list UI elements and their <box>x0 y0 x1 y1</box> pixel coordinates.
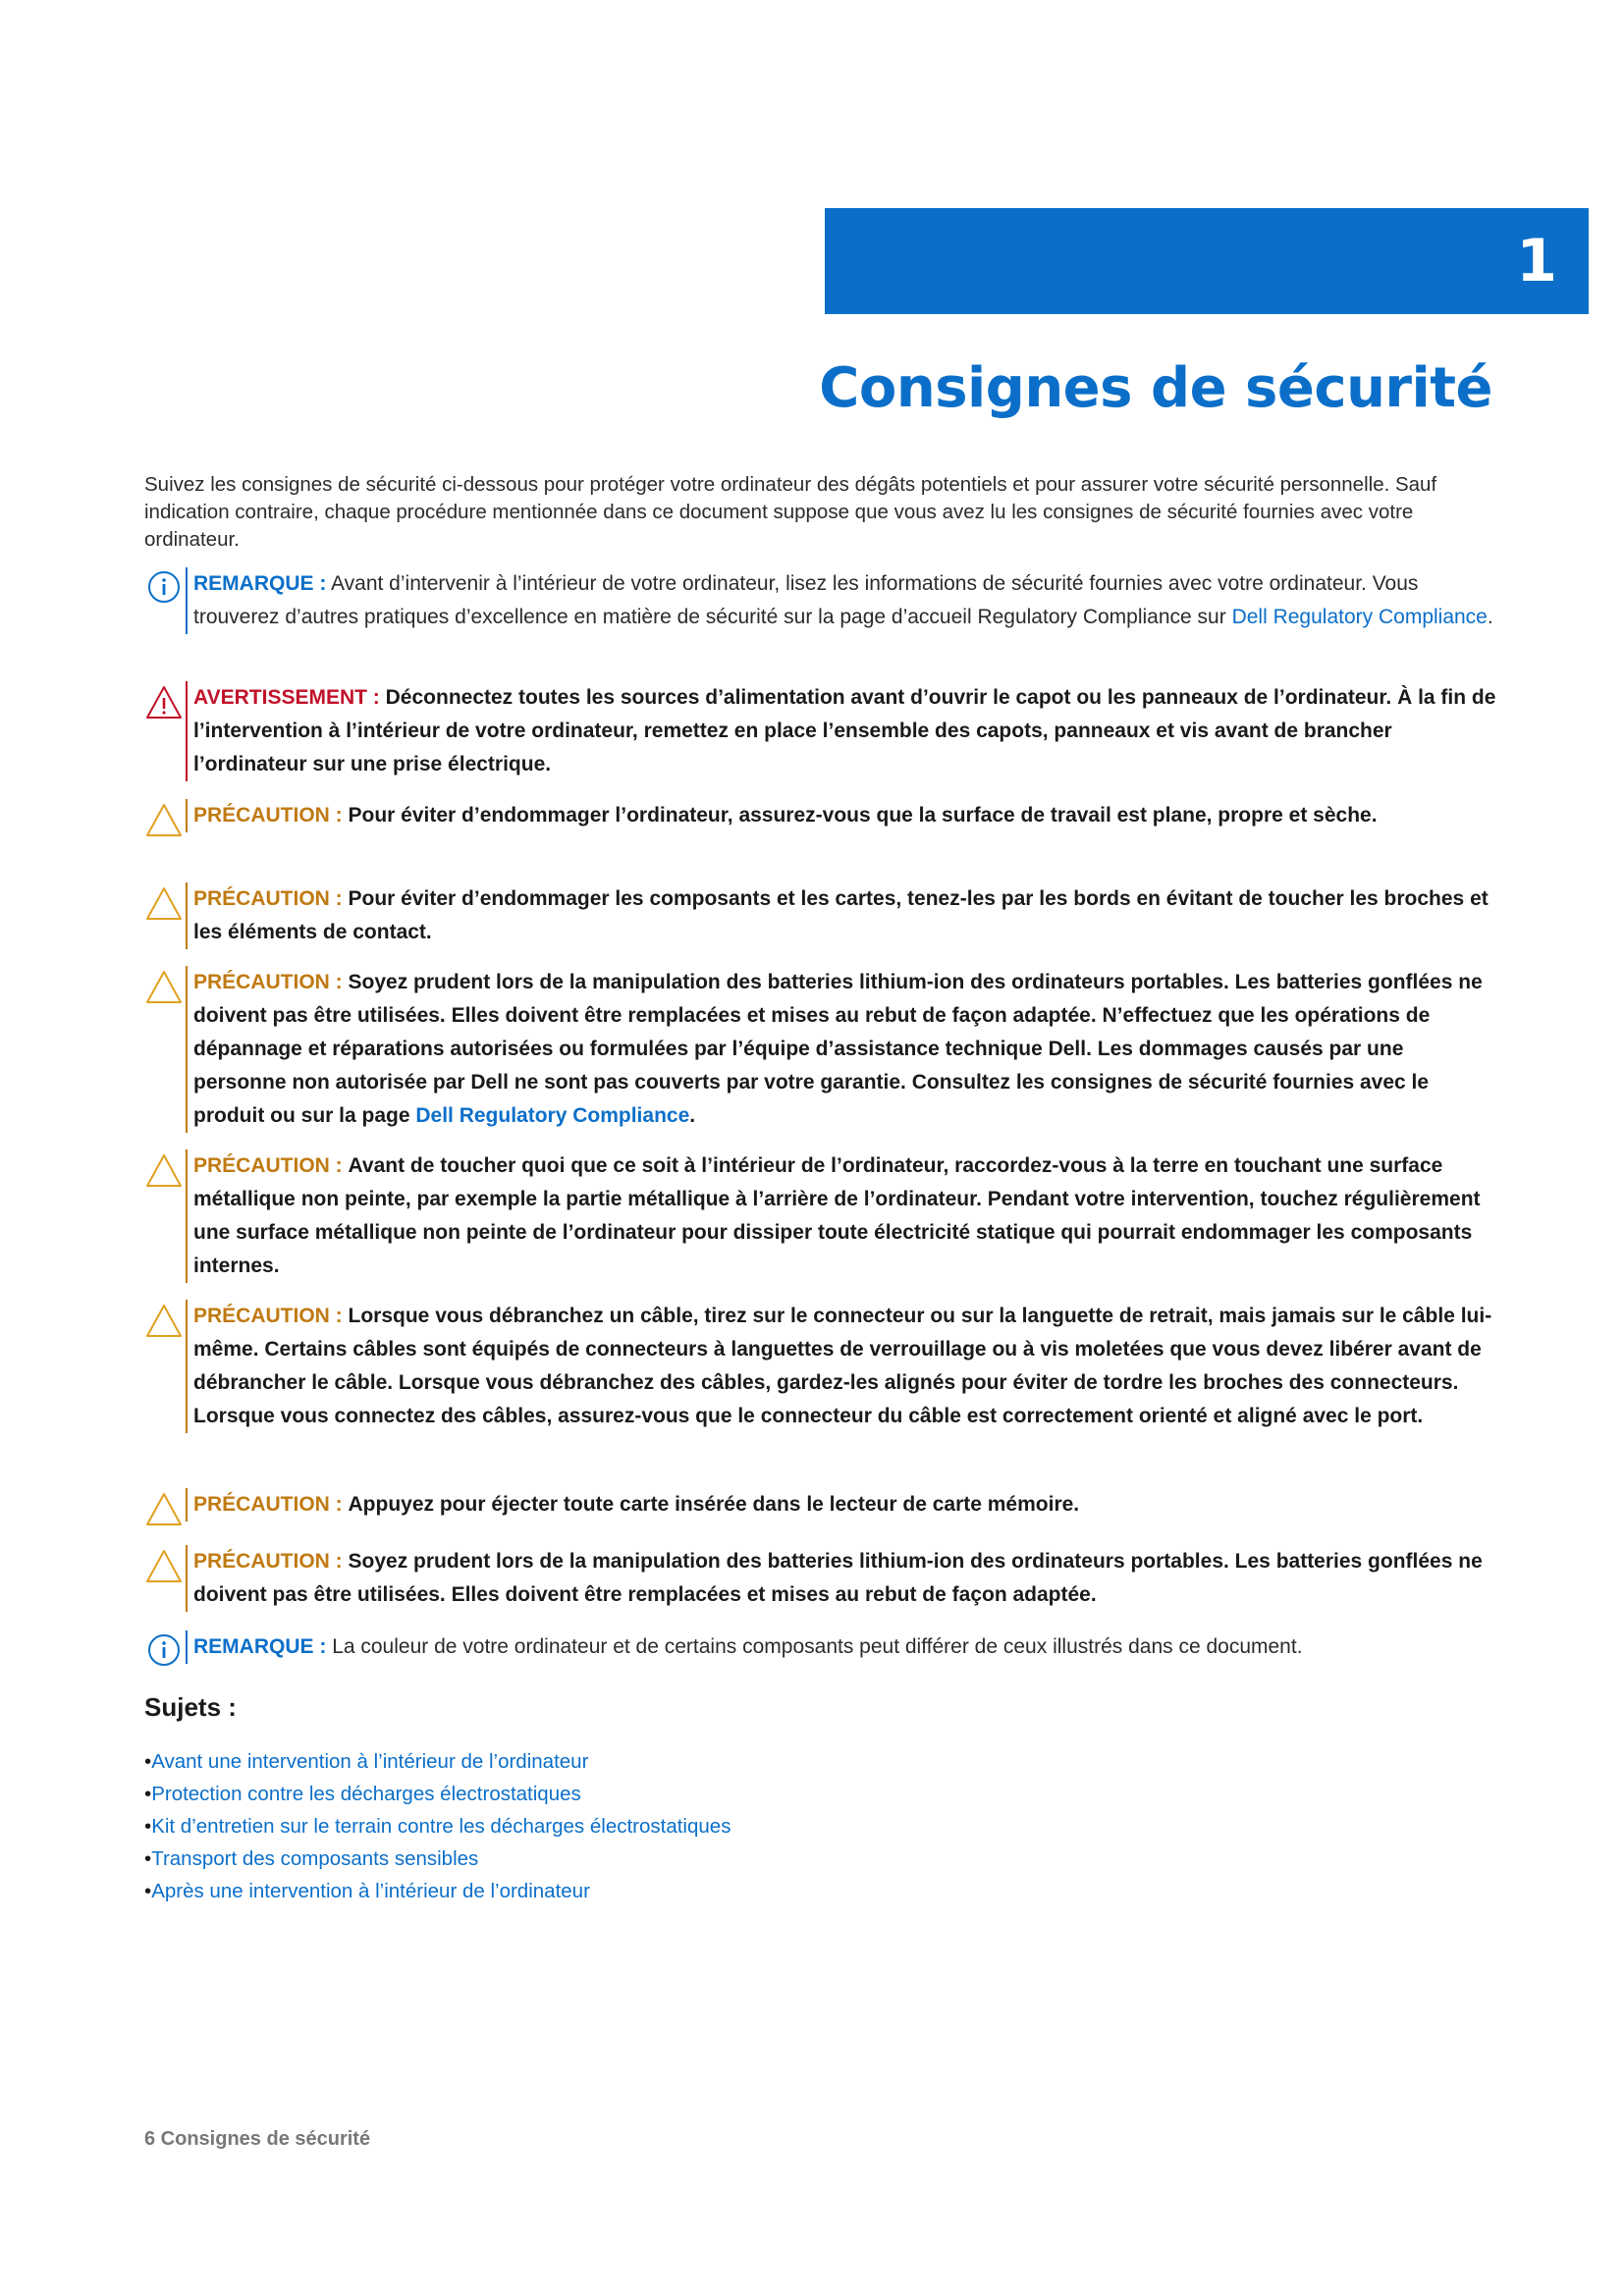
caution-icon <box>144 1490 184 1529</box>
subjects-heading: Sujets : <box>144 1692 237 1722</box>
caution-icon <box>144 968 184 1007</box>
note-label: PRÉCAUTION : <box>193 1305 343 1327</box>
note-text: Soyez prudent lors de la manipulation des batteries lithium-ion des ordinateurs portables. Les batteries gonflées ne doivent pas être utilisées. Elles doivent être remplacées et mises au rebut de façon adaptée. N’effectuez que les opérations de dépannage et réparations autorisées ou formulées par l’équipe d’assistance technique Dell. Les dommages causés par une personne non autorisée par Dell ne sont pas couverts par votre garantie. Consultez les consignes de sécurité fournies avec le produit ou sur la page <box>193 971 1483 1127</box>
note-label: PRÉCAUTION : <box>193 887 343 910</box>
chapter-title: Consignes de sécurité <box>819 356 1492 420</box>
note-text: La couleur de votre ordinateur et de certains composants peut différer de ceux illustrés dans ce document. <box>332 1635 1303 1658</box>
subject-link-esd-field-kit[interactable]: •Kit d’entretien sur le terrain contre les décharges électrostatiques <box>144 1815 731 1838</box>
caution-icon <box>144 801 184 840</box>
caution-icon <box>144 1151 184 1191</box>
note-label: PRÉCAUTION : <box>193 804 343 827</box>
subject-link-esd-protection[interactable]: •Protection contre les décharges électrostatiques <box>144 1783 581 1805</box>
note-label: PRÉCAUTION : <box>193 1493 343 1516</box>
note-text: Avant de toucher quoi que ce soit à l’intérieur de l’ordinateur, raccordez-vous à la terre en touchant une surface métallique non peinte, par exemple la partie métallique à l’arrière de l’ordinateur. Pendant votre intervention, touchez régulièrement une surface métallique non peinte de l’ordinateur pour dissiper toute électricité statique qui pourrait endommager les composants internes. <box>193 1154 1481 1277</box>
note-text: Soyez prudent lors de la manipulation des batteries lithium-ion des ordinateurs portables. Les batteries gonflées ne doivent pas être utilisées. Elles doivent être remplacées et mises au rebut de façon adaptée. <box>193 1550 1483 1606</box>
chapter-number: 1 <box>1516 227 1557 295</box>
subject-link-before-work[interactable]: •Avant une intervention à l’intérieur de l’ordinateur <box>144 1750 589 1773</box>
note-text: Pour éviter d’endommager les composants et les cartes, tenez-les par les bords en évitant de toucher les broches et les éléments de contact. <box>193 887 1489 943</box>
caution-icon <box>144 884 184 924</box>
page-footer: 6 Consignes de sécurité <box>144 2128 371 2150</box>
note-label: PRÉCAUTION : <box>193 1550 343 1573</box>
info-icon <box>144 567 184 607</box>
note-text: Lorsque vous débranchez un câble, tirez sur le connecteur ou sur la languette de retrait, mais jamais sur le câble lui-même. Certains câbles sont équipés de connecteurs à languettes de verrouillage ou à vis moletées que vous devez libérer avant de débrancher le câble. Lorsque vous débranchez des câbles, gardez-les alignés pour éviter de tordre les broches des connecteurs. Lorsque vous connectez des câbles, assurez-vous que le connecteur du câble est correctement orienté et aligné avec le port. <box>193 1305 1492 1427</box>
intro-paragraph: Suivez les consignes de sécurité ci-dessous pour protéger votre ordinateur des dégâts potentiels et pour assurer votre sécurité personnelle. Sauf indication contraire, chaque procédure mentionnée dans ce document suppose que vous avez lu les consignes de sécurité fournies avec votre ordinateur. <box>144 473 1437 551</box>
dell-regulatory-compliance-link[interactable]: Dell Regulatory Compliance <box>415 1104 690 1127</box>
note-text: Avant d’intervenir à l’intérieur de votre ordinateur, lisez les informations de sécurité fournies avec votre ordinateur. Vous trouverez d’autres pratiques d’excellence en matière de sécurité sur la page d’accueil Regulatory Compliance sur <box>193 572 1419 628</box>
subject-link-transport[interactable]: •Transport des composants sensibles <box>144 1847 479 1870</box>
note-text: Appuyez pour éjecter toute carte insérée dans le lecteur de carte mémoire. <box>348 1493 1080 1516</box>
note-text: Déconnectez toutes les sources d’alimentation avant d’ouvrir le capot ou les panneaux de l’ordinateur. À la fin de l’intervention à l’intérieur de votre ordinateur, remettez en place l’ensemble des capots, panneaux et vis avant de brancher l’ordinateur sur une prise électrique. <box>193 686 1496 775</box>
note-label: PRÉCAUTION : <box>193 1154 343 1177</box>
caution-icon <box>144 1302 184 1341</box>
note-text: Pour éviter d’endommager l’ordinateur, assurez-vous que la surface de travail est plane, propre et sèche. <box>348 804 1378 827</box>
dell-regulatory-compliance-link[interactable]: Dell Regulatory Compliance <box>1231 606 1488 628</box>
subjects-list <box>144 1745 731 1907</box>
note-label: REMARQUE : <box>193 572 327 595</box>
note-label: REMARQUE : <box>193 1635 327 1658</box>
chapter-number-banner <box>825 208 1589 314</box>
warning-icon <box>144 683 184 722</box>
subject-link-after-work[interactable]: •Après une intervention à l’intérieur de l’ordinateur <box>144 1880 590 1902</box>
note-label: PRÉCAUTION : <box>193 971 343 993</box>
note-label: AVERTISSEMENT : <box>193 686 380 709</box>
info-icon <box>144 1630 184 1670</box>
caution-icon <box>144 1547 184 1586</box>
